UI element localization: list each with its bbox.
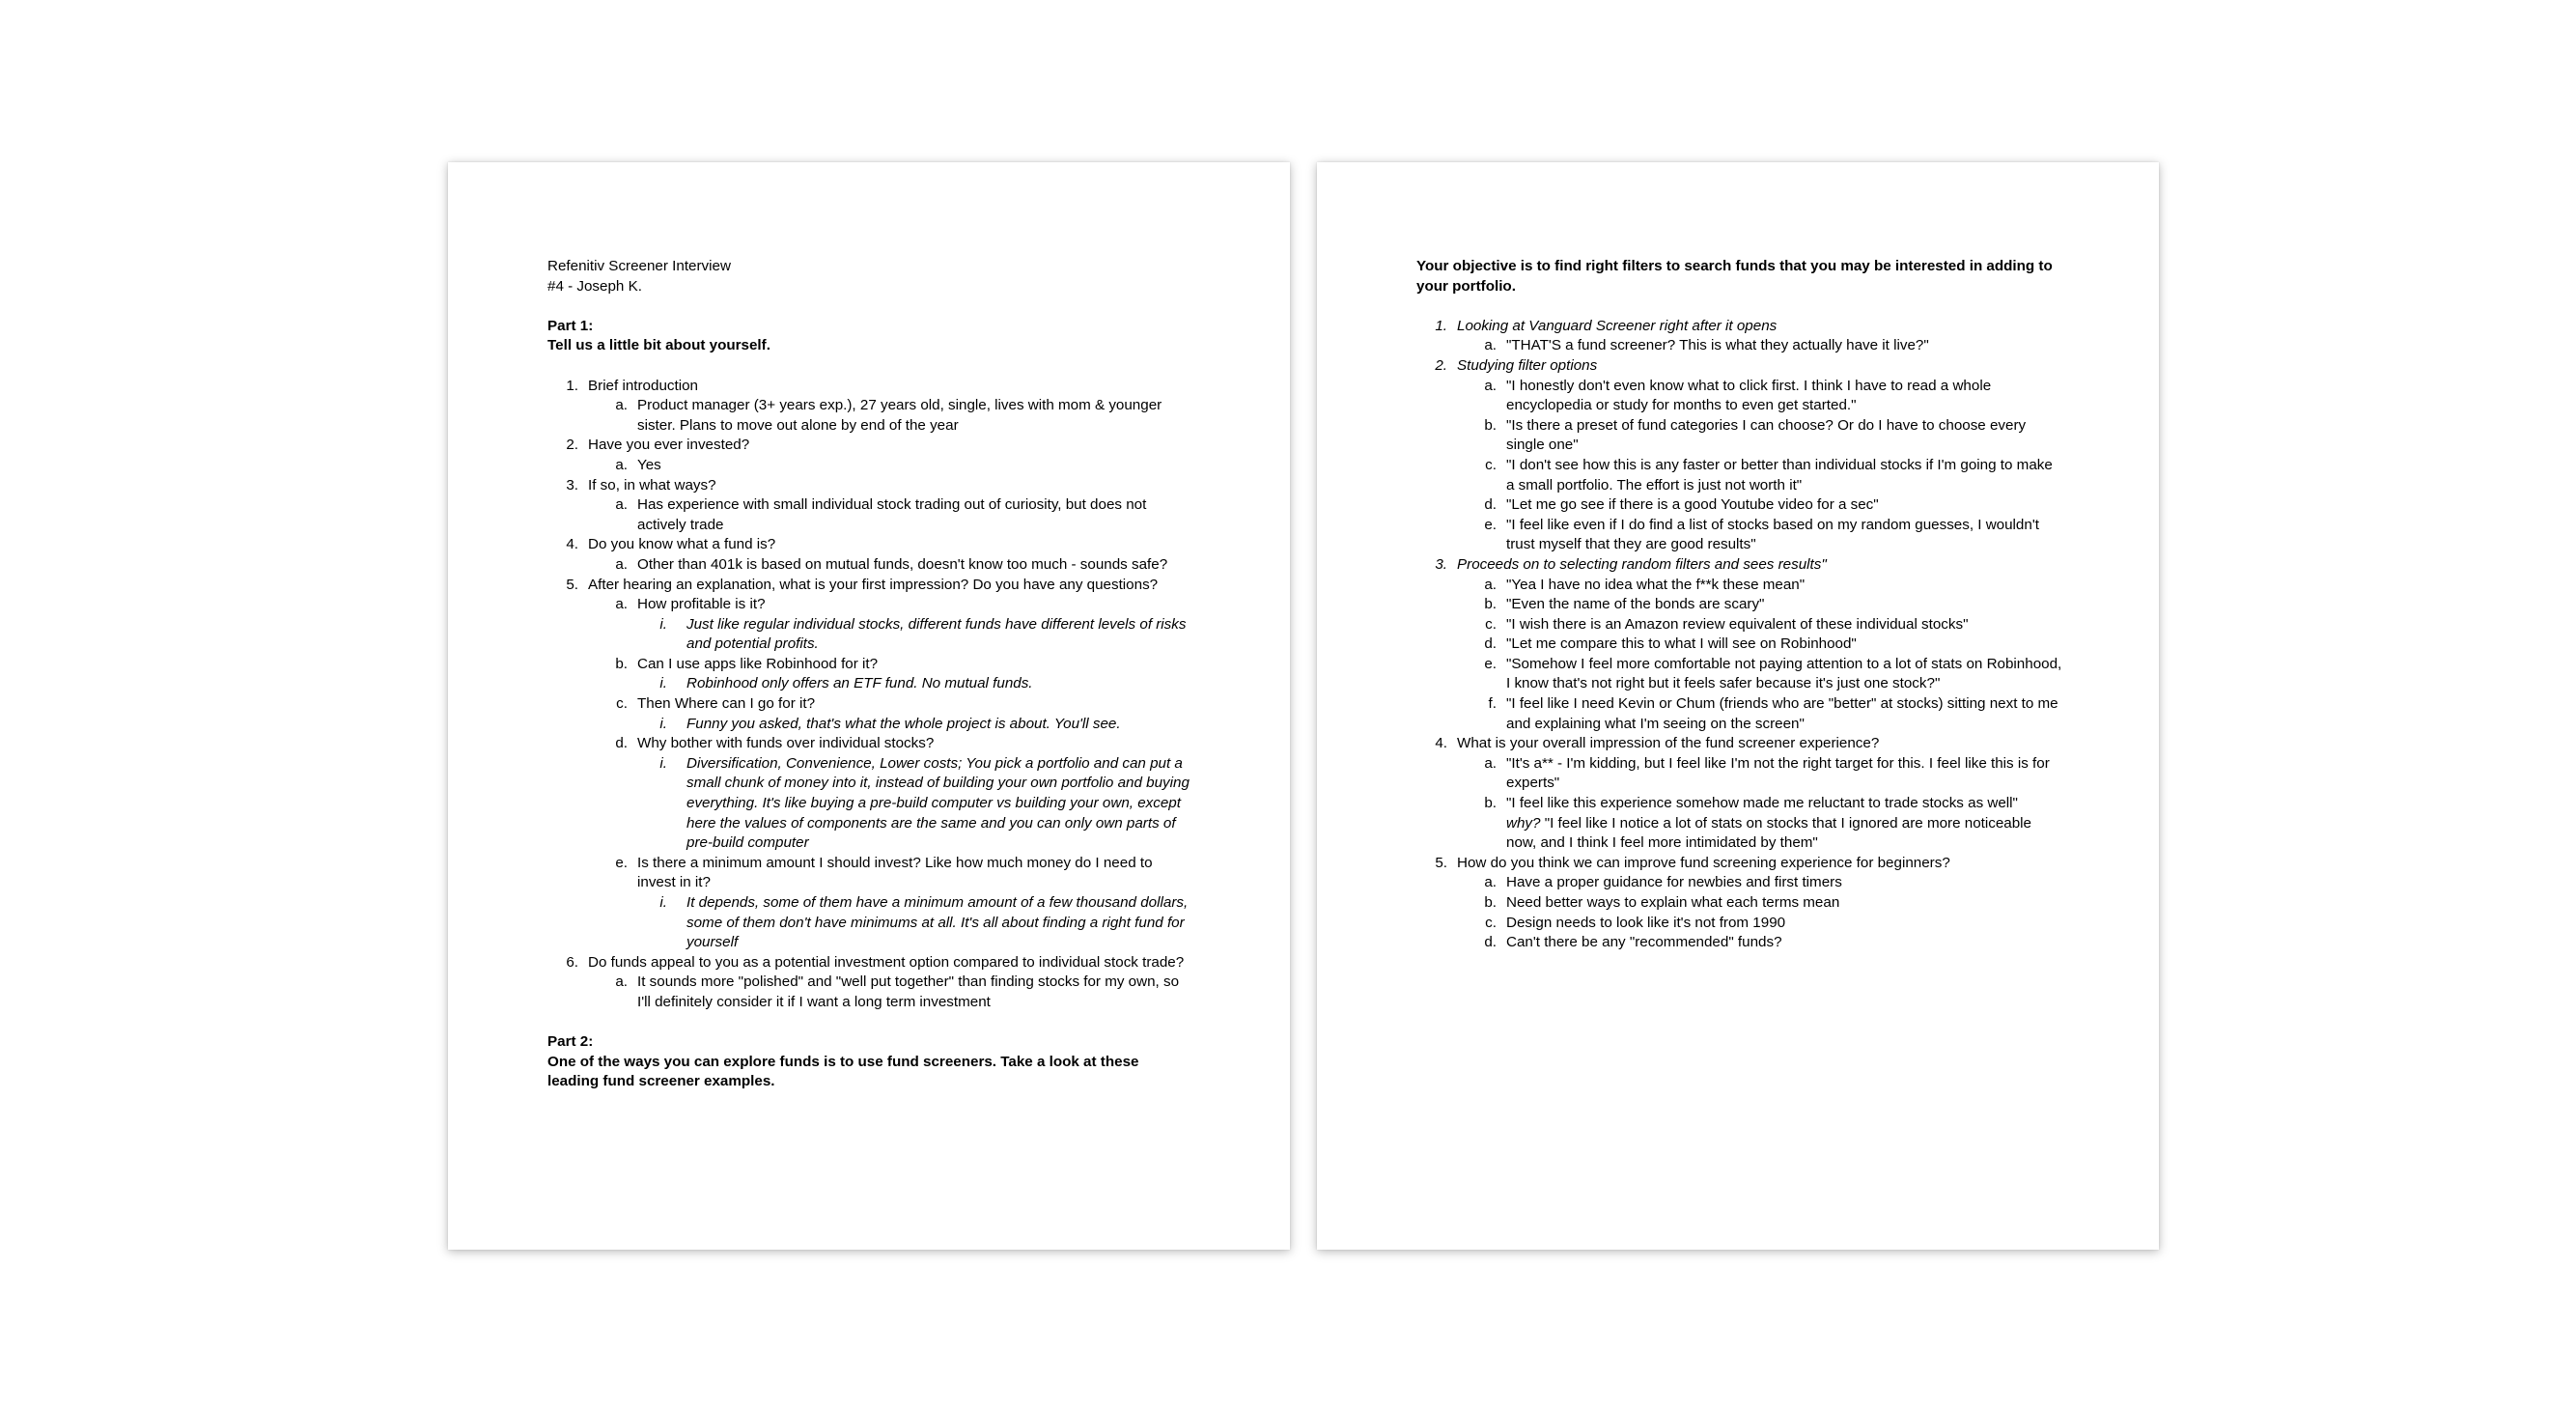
list-marker: 6. (566, 953, 578, 971)
list-marker: a. (615, 496, 628, 514)
list-item (1416, 634, 2062, 655)
list-marker: e. (615, 854, 628, 871)
list-marker: i. (659, 675, 667, 692)
list-marker: c. (1485, 456, 1497, 473)
list-text: It sounds more "polished" and "well put together" than finding stocks for my own, so I'll definitely consider it if I want a long term investment (637, 973, 1180, 1010)
list-marker: d. (615, 735, 628, 752)
list-text: "Is there a preset of fund categories I can choose? Or do I have to choose every single one" (1506, 416, 2027, 454)
list-item (547, 535, 1193, 555)
list-marker: i. (659, 894, 667, 911)
list-text: Just like regular individual stocks, different funds have different levels of risks and potential profits. (686, 615, 1187, 653)
list-item (1416, 555, 2062, 576)
list-marker: d. (1484, 635, 1497, 653)
list-item (547, 436, 1193, 456)
list-item (547, 694, 1193, 715)
list-text: "I feel like even if I do find a list of stocks based on my random guesses, I wouldn't trust myself that they are good results" (1506, 516, 2039, 553)
list-text: Have a proper guidance for newbies and first timers (1506, 874, 1842, 891)
list-item (1416, 356, 2062, 377)
list-marker: e. (1484, 655, 1497, 672)
list-text: "I feel like I need Kevin or Chum (friends who are "better" at stocks) sitting next to me and explaining what I'm seeing on the screen" (1506, 695, 2058, 732)
list-item (1416, 317, 2062, 337)
list-marker: 4. (1435, 735, 1447, 752)
list-text: "Yea I have no idea what the f**k these mean" (1506, 576, 1806, 593)
list-text: Robinhood only offers an ETF fund. No mutual funds. (686, 675, 1033, 692)
list-text: Do funds appeal to you as a potential investment option compared to individual stock trade? (588, 953, 1185, 971)
list-item (1416, 893, 2062, 914)
list-marker: d. (1484, 934, 1497, 951)
list-marker: a. (1484, 576, 1497, 593)
list-marker: b. (1484, 894, 1497, 911)
list-text: Looking at Vanguard Screener right after it opens (1457, 317, 1778, 334)
list-item (1416, 933, 2062, 953)
list-item (1416, 914, 2062, 934)
list-text: How do you think we can improve fund screening experience for beginners? (1457, 854, 1950, 871)
list-marker: a. (615, 555, 628, 573)
list-marker: a. (1484, 874, 1497, 891)
list-marker: b. (1484, 795, 1497, 812)
list-item (547, 715, 1193, 735)
list-text: Brief introduction (588, 377, 698, 394)
list-marker: 2. (1435, 356, 1447, 374)
list-text: If so, in what ways? (588, 476, 716, 494)
document-page-2 (1317, 162, 2159, 1250)
list-text: Is there a minimum amount I should invest? Like how much money do I need to invest in it? (637, 854, 1153, 891)
list-item (1416, 595, 2062, 615)
list-text: Yes (637, 456, 661, 473)
list-marker: f. (1488, 695, 1497, 713)
list-marker: 1. (566, 377, 578, 394)
list-marker: b. (615, 655, 628, 672)
list-text: Do you know what a fund is? (588, 536, 776, 553)
list-text: Design needs to look like it's not from 1990 (1506, 914, 1786, 931)
list-text: "THAT'S a fund screener? This is what they actually have it live?" (1506, 337, 1929, 354)
list-item (547, 655, 1193, 675)
list-marker: c. (1485, 615, 1497, 633)
document-title: Refenitiv Screener Interview (547, 258, 731, 274)
list-text (1506, 794, 2062, 854)
list-text: It depends, some of them have a minimum amount of a few thousand dollars, some of them don't have minimums at all. It's all about finding a right fund for yourself (686, 894, 1189, 951)
list-marker: 3. (1435, 555, 1447, 573)
list-marker: i. (659, 754, 667, 772)
list-marker: 3. (566, 476, 578, 494)
list-text: "I wish there is an Amazon review equivalent of these individual stocks" (1506, 615, 1969, 633)
list-text: After hearing an explanation, what is your first impression? Do you have any questions? (588, 576, 1159, 593)
list-item (547, 953, 1193, 973)
list-item (1416, 456, 2062, 495)
list-marker: a. (1484, 377, 1497, 394)
list-item (547, 615, 1193, 655)
list-text: Diversification, Convenience, Lower costs; You pick a portfolio and can put a small chunk of money into it, instead of building your own portfolio and buying everything. It's like buying a pre-build computer vs building your own, except here the values of components are the same and you can only own parts of pre-build computer (686, 754, 1190, 852)
document-subtitle: #4 - Joseph K. (547, 277, 642, 295)
list-marker: a. (615, 456, 628, 473)
list-item (547, 595, 1193, 615)
list-text: How profitable is it? (637, 596, 766, 613)
list-item (547, 893, 1193, 953)
list-item (547, 674, 1193, 694)
list-item (1416, 655, 2062, 694)
list-item (547, 495, 1193, 535)
list-text: Product manager (3+ years exp.), 27 years old, single, lives with mom & younger sister. Plans to move out alone by end of the year (637, 397, 1162, 434)
document-page-1 (448, 162, 1290, 1250)
list-item (547, 754, 1193, 854)
list-item (1416, 615, 2062, 635)
list-text: "Even the name of the bonds are scary" (1506, 596, 1765, 613)
list-marker: a. (1484, 754, 1497, 772)
part2-prompt: One of the ways you can explore funds is to use fund screeners. Take a look at these leading fund screener examples. (547, 1053, 1139, 1090)
list-item (547, 576, 1193, 596)
list-item (1416, 576, 2062, 596)
list-marker: c. (1485, 914, 1497, 931)
list-marker: d. (1484, 496, 1497, 514)
list-marker: e. (1484, 516, 1497, 533)
list-marker: a. (615, 397, 628, 414)
list-item (1416, 854, 2062, 874)
list-item (1416, 734, 2062, 754)
part1-heading: Part 1: (547, 317, 594, 334)
list-marker: 5. (1435, 854, 1447, 871)
list-marker: a. (1484, 337, 1497, 354)
list-item (1416, 694, 2062, 734)
list-marker: 5. (566, 576, 578, 593)
quote-text: "I feel like I notice a lot of stats on stocks that I ignored are more noticeable now, and I think I feel more intimidated by them" (1506, 814, 2032, 852)
list-text: Then Where can I go for it? (637, 695, 816, 713)
list-item (547, 476, 1193, 496)
list-marker: a. (615, 596, 628, 613)
list-item (1416, 416, 2062, 456)
list-text: "Let me go see if there is a good Youtube video for a sec" (1506, 496, 1879, 514)
list-item (547, 377, 1193, 397)
list-text: Other than 401k is based on mutual funds, doesn't know too much - sounds safe? (637, 555, 1168, 573)
list-marker: 4. (566, 536, 578, 553)
list-item (547, 456, 1193, 476)
list-text: Has experience with small individual stock trading out of curiosity, but does not actively trade (637, 496, 1147, 533)
list-item (1416, 336, 2062, 356)
list-item (547, 396, 1193, 436)
list-item (1416, 754, 2062, 794)
list-text: "I honestly don't even know what to click first. I think I have to read a whole encyclopedia or study for months to even get started." (1506, 377, 1992, 414)
list-text: "It's a** - I'm kidding, but I feel like I'm not the right target for this. I feel like this is for experts" (1506, 754, 2050, 792)
list-text: "Let me compare this to what I will see on Robinhood" (1506, 635, 1857, 653)
list-text: "Somehow I feel more comfortable not paying attention to a lot of stats on Robinhood, I know that's not right but it feels safer because it's just one stock?" (1506, 655, 2062, 692)
list-text: Why bother with funds over individual stocks? (637, 735, 935, 752)
list-item (1416, 516, 2062, 555)
part1-prompt: Tell us a little bit about yourself. (547, 337, 770, 354)
list-text: Can I use apps like Robinhood for it? (637, 655, 879, 672)
list-text: Need better ways to explain what each terms mean (1506, 894, 1840, 911)
list-marker: b. (1484, 416, 1497, 434)
list-item (547, 854, 1193, 893)
list-text: Have you ever invested? (588, 437, 750, 454)
list-marker: 1. (1435, 317, 1447, 334)
list-text: Studying filter options (1457, 356, 1598, 374)
list-text: What is your overall impression of the fund screener experience? (1457, 735, 1880, 752)
list-marker: i. (659, 615, 667, 633)
list-text: "I don't see how this is any faster or better than individual stocks if I'm going to make a small portfolio. The effort is just not worth it" (1506, 456, 2053, 494)
list-item (1416, 495, 2062, 516)
list-marker: a. (615, 973, 628, 991)
list-item (547, 973, 1193, 1012)
list-text: Proceeds on to selecting random filters and sees results" (1457, 555, 1827, 573)
list-marker: i. (659, 715, 667, 732)
list-item (1416, 873, 2062, 893)
why-label: why? (1506, 814, 1541, 832)
quote-text: "I feel like this experience somehow made me reluctant to trade stocks as well" (1506, 795, 2018, 812)
list-item (1416, 377, 2062, 416)
list-item (547, 555, 1193, 576)
list-item (1416, 794, 2062, 854)
list-text: Can't there be any "recommended" funds? (1506, 934, 1782, 951)
list-marker: c. (616, 695, 628, 713)
objective-text: Your objective is to find right filters to search funds that you may be interested in adding to your portfolio. (1416, 258, 2053, 295)
list-marker: b. (1484, 596, 1497, 613)
list-item (547, 734, 1193, 754)
list-text: Funny you asked, that's what the whole project is about. You'll see. (686, 715, 1121, 732)
part2-heading: Part 2: (547, 1033, 594, 1051)
list-marker: 2. (566, 437, 578, 454)
